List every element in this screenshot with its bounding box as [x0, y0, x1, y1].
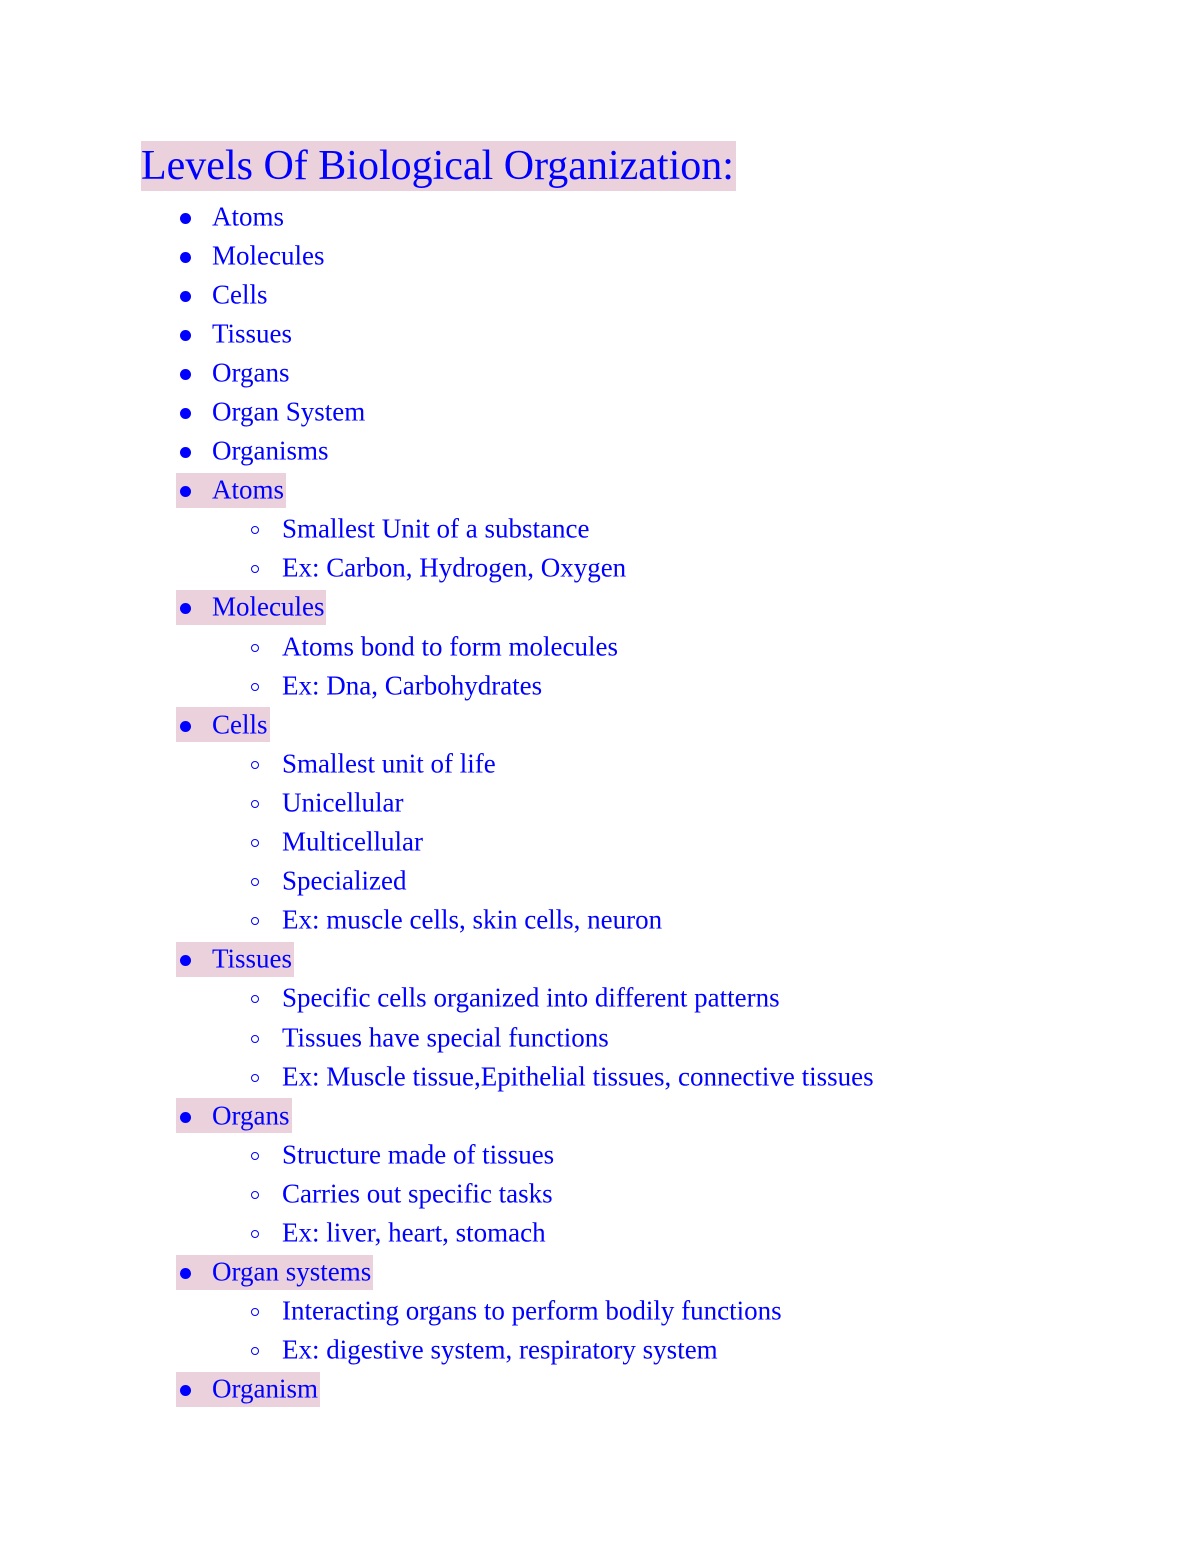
list-item-text: Molecules — [212, 240, 325, 271]
list-item-text: Atoms — [212, 201, 285, 232]
filled-bullet-icon — [180, 1112, 191, 1123]
hollow-bullet-icon — [251, 1152, 259, 1160]
list-item-text: Atoms — [212, 474, 285, 505]
list-item-text: Ex: Muscle tissue,Epithelial tissues, connective tissues — [282, 1061, 874, 1092]
list-item-text: Specialized — [282, 865, 407, 896]
filled-bullet-icon — [180, 213, 191, 224]
sub-list-item — [0, 549, 1200, 588]
sub-list-item — [0, 627, 1200, 666]
list-item-text: Cells — [212, 709, 268, 740]
filled-bullet-icon — [180, 330, 191, 341]
list-item-text: Structure made of tissues — [282, 1139, 555, 1170]
sub-list-item — [0, 1174, 1200, 1213]
sub-list-item — [0, 979, 1200, 1018]
hollow-bullet-icon — [251, 644, 259, 652]
sub-list-item — [0, 823, 1200, 862]
list-item-text: Ex: Carbon, Hydrogen, Oxygen — [282, 552, 627, 583]
list-item — [0, 197, 1200, 236]
list-item-text: Organs — [212, 357, 290, 388]
hollow-bullet-icon — [251, 1191, 259, 1199]
hollow-bullet-icon — [251, 1230, 259, 1238]
hollow-bullet-icon — [251, 878, 259, 886]
sub-list-item — [0, 862, 1200, 901]
hollow-bullet-icon — [251, 526, 259, 534]
hollow-bullet-icon — [251, 683, 259, 691]
list-item — [0, 1096, 1200, 1135]
list-item-text: Ex: liver, heart, stomach — [282, 1217, 546, 1248]
list-item-text: Unicellular — [282, 787, 404, 818]
hollow-bullet-icon — [251, 995, 259, 1003]
filled-bullet-icon — [180, 447, 191, 458]
sub-list-item — [0, 783, 1200, 822]
list-item-text: Organs — [212, 1100, 290, 1131]
list-item-text: Organ System — [212, 396, 366, 427]
sub-list-item — [0, 1331, 1200, 1370]
list-item-text: Smallest unit of life — [282, 748, 496, 779]
page-title: Levels Of Biological Organization: — [141, 143, 734, 189]
list-item-text: Tissues — [212, 318, 293, 349]
hollow-bullet-icon — [251, 1035, 259, 1043]
list-item-text: Organ systems — [212, 1256, 372, 1287]
sub-list-item — [0, 1018, 1200, 1057]
hollow-bullet-icon — [251, 839, 259, 847]
list-item-text: Carries out specific tasks — [282, 1178, 553, 1209]
list-item — [0, 314, 1200, 353]
sub-list-item — [0, 1057, 1200, 1096]
hollow-bullet-icon — [251, 1347, 259, 1355]
filled-bullet-icon — [180, 252, 191, 263]
list-item-text: Tissues have special functions — [282, 1022, 609, 1053]
hollow-bullet-icon — [251, 1308, 259, 1316]
list-item — [0, 940, 1200, 979]
list-item-text: Specific cells organized into different patterns — [282, 982, 780, 1013]
sub-list-item — [0, 1213, 1200, 1252]
list-item-text: Atoms bond to form molecules — [282, 631, 618, 662]
list-item — [0, 705, 1200, 744]
list-item-text: Interacting organs to perform bodily functions — [282, 1295, 782, 1326]
list-item — [0, 1370, 1200, 1409]
list-item-text: Molecules — [212, 591, 325, 622]
list-item — [0, 236, 1200, 275]
filled-bullet-icon — [180, 291, 191, 302]
sub-list-item — [0, 666, 1200, 705]
list-item-text: Cells — [212, 279, 268, 310]
filled-bullet-icon — [180, 408, 191, 419]
filled-bullet-icon — [180, 1268, 191, 1279]
bullet-list — [0, 197, 1200, 1409]
list-item — [0, 392, 1200, 431]
hollow-bullet-icon — [251, 800, 259, 808]
sub-list-item — [0, 1292, 1200, 1331]
list-item — [0, 353, 1200, 392]
list-item-text: Ex: Dna, Carbohydrates — [282, 670, 543, 701]
sub-list-item — [0, 744, 1200, 783]
hollow-bullet-icon — [251, 761, 259, 769]
list-item-text: Organism — [212, 1373, 318, 1404]
hollow-bullet-icon — [251, 565, 259, 573]
list-item — [0, 471, 1200, 510]
filled-bullet-icon — [180, 721, 191, 732]
list-item-text: Tissues — [212, 943, 293, 974]
list-item — [0, 588, 1200, 627]
list-item — [0, 1253, 1200, 1292]
filled-bullet-icon — [180, 369, 191, 380]
hollow-bullet-icon — [251, 917, 259, 925]
sub-list-item — [0, 901, 1200, 940]
sub-list-item — [0, 1135, 1200, 1174]
list-item-text: Ex: digestive system, respiratory system — [282, 1334, 718, 1365]
list-item-text: Ex: muscle cells, skin cells, neuron — [282, 904, 663, 935]
list-item — [0, 275, 1200, 314]
list-item-text: Multicellular — [282, 826, 423, 857]
hollow-bullet-icon — [251, 1074, 259, 1082]
list-item-text: Organisms — [212, 435, 329, 466]
list-item-text: Smallest Unit of a substance — [282, 513, 590, 544]
list-item — [0, 432, 1200, 471]
sub-list-item — [0, 510, 1200, 549]
